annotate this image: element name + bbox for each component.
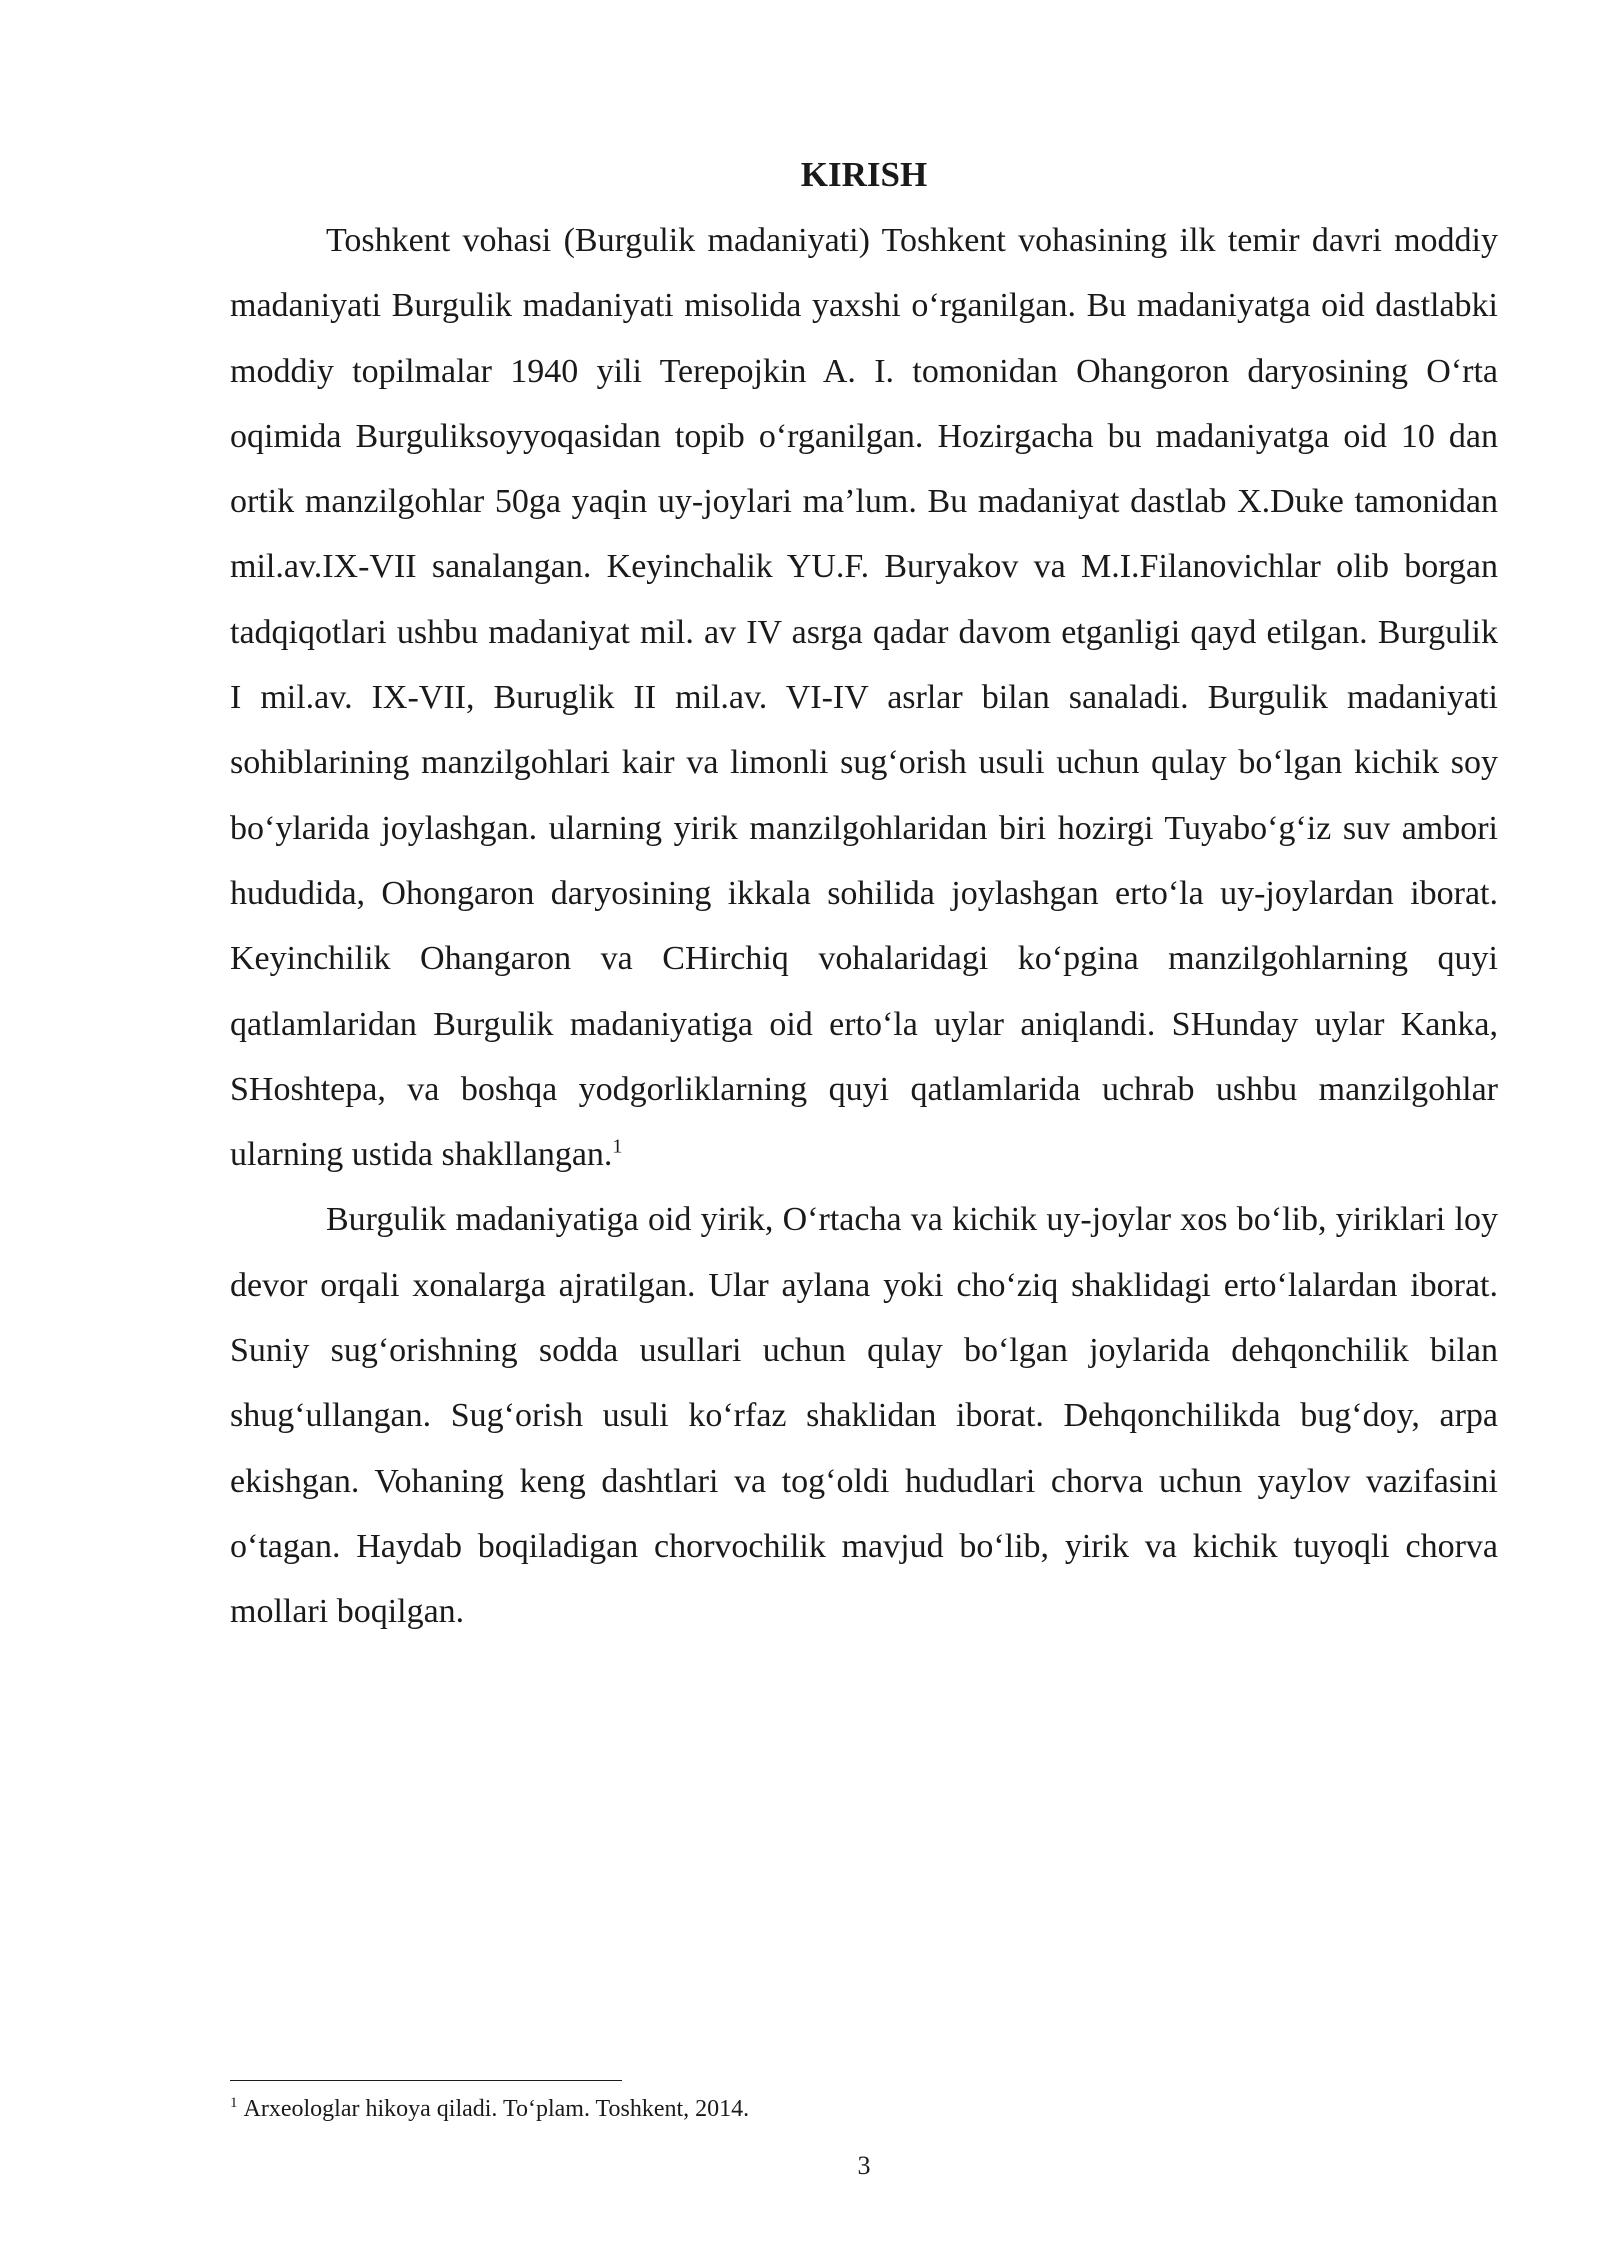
footnote-separator [230,2080,622,2081]
paragraph-1-text: Toshkent vohasi (Burgulik madaniyati) Toshkent vohasining ilk temir davri moddiy madaniyati Burgulik madaniyati misolida yaxshi oʻrganilgan. Bu madaniyatga oid dastlabki moddiy topilmalar 1940 yili Terepojkin A. I. tomonidan Ohangoron daryosining Oʻrta oqimida Burguliksoyyoqasidan topib oʻrganilgan. Hozirgacha bu madaniyatga oid 10 dan ortik manzilgohlar 50ga yaqin uy-joylari ma’lum. Bu madaniyat dastlab X.Duke tamonidan mil.av.IX-VII sanalangan. Keyinchalik YU.F. Buryakov va M.I.Filanovichlar olib borgan tadqiqotlari ushbu madaniyat mil. av IV asrga qadar davom etganligi qayd etilgan. Burgulik I mil.av. IX-VII, Buruglik II mil.av. VI-IV asrlar bilan sanaladi. Burgulik madaniyati sohiblarining manzilgohlari kair va limonli sugʻorish usuli uchun qulay boʻlgan kichik soy boʻylarida joylashgan. ularning yirik manzilgohlaridan biri hozirgi Tuyaboʻgʻiz suv ambori hududida, Ohongaron daryosining ikkala sohilida joylashgan ertoʻla uy-joylardan iborat. Keyinchilik Ohangaron va CHirchiq vohalaridagi koʻpgina manzilgohlarning quyi qatlamlaridan Burgulik madaniyatiga oid ertoʻla uylar aniqlandi. SHunday uylar Kanka, SHoshtepa, va boshqa yodgorliklarning quyi qatlamlarida uchrab ushbu manzilgohlar ularning ustida shakllangan. [230,222,1498,1174]
paragraph-2 [230,1187,1498,1644]
body-text [230,208,1498,1645]
page-number: 3 [857,2151,871,2180]
paragraph-1 [230,208,1498,1187]
footnote-reference[interactable]: 1 [612,1135,623,1158]
footnote-mark: 1 [230,2095,238,2111]
footnote [230,2092,1498,2126]
paragraph-2-text: Burgulik madaniyatiga oid yirik, Oʻrtacha va kichik uy-joylar xos boʻlib, yiriklari loy devor orqali xonalarga ajratilgan. Ular aylana yoki choʻziq shaklidagi ertoʻlalardan iborat. Suniy sugʻorishning sodda usullari uchun qulay boʻlgan joylarida dehqonchilik bilan shugʻullangan. Sugʻorish usuli koʻrfaz shaklidan iborat. Dehqonchilikda bugʻdoy, arpa ekishgan. Vohaning keng dashtlari va togʻoldi hududlari chorva uchun yaylov vazifasini oʻtagan. Haydab boqiladigan chorvochilik mavjud boʻlib, yirik va kichik tuyoqli chorva mollari boqilgan. [230,1201,1498,1631]
footnote-text: Arxeologlar hikoya qiladi. Toʻplam. Toshkent, 2014. [243,2096,750,2122]
section-heading: KIRISH [800,155,928,194]
